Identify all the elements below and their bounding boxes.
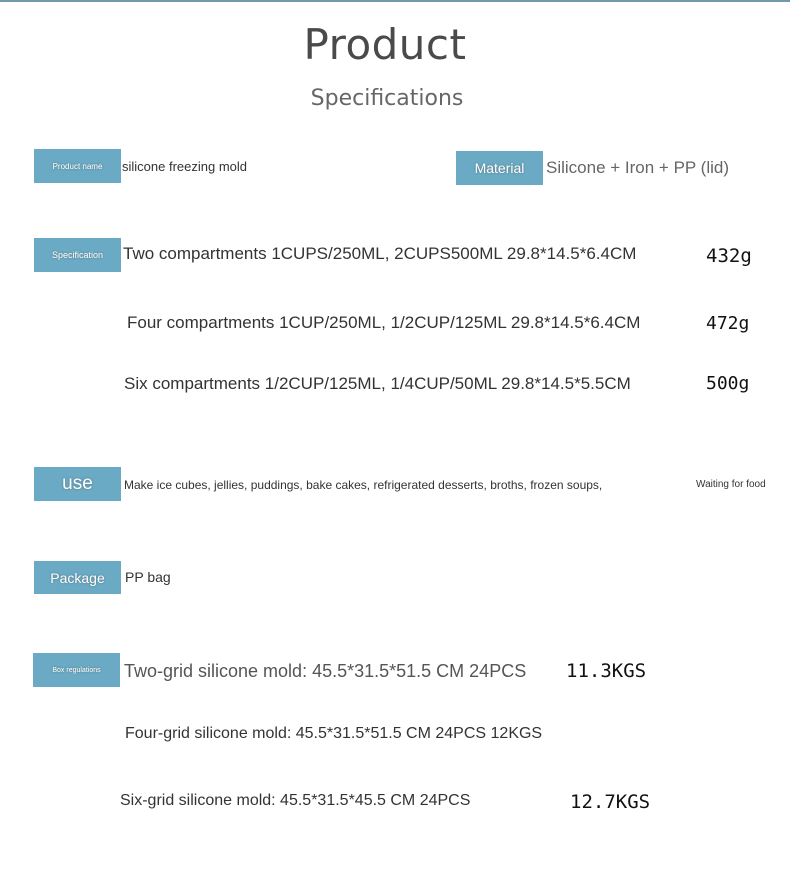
- box-regulations-badge: Box regulations: [33, 653, 120, 687]
- page-title: Product: [303, 20, 467, 69]
- spec-row-3-weight: 500g: [706, 373, 750, 394]
- box-row-1-text: Two-grid silicone mold: 45.5*31.5*51.5 CM 24PCS: [124, 661, 527, 681]
- box-row-2-text: Four-grid silicone mold: 45.5*31.5*51.5 CM 24PCS 12KGS: [125, 725, 543, 742]
- spec-row-2-weight: 472g: [706, 313, 750, 334]
- box-row-3-weight: 12.7KGS: [570, 791, 651, 813]
- package-value: PP bag: [125, 569, 171, 585]
- spec-row-1-weight: 432g: [706, 245, 752, 267]
- specification-badge: Specification: [34, 238, 121, 272]
- top-divider: [0, 0, 790, 2]
- spec-row-1-text: Two compartments 1CUPS/250ML, 2CUPS500ML 29.8*14.5*6.4CM: [123, 244, 637, 263]
- spec-row-3-text: Six compartments 1/2CUP/125ML, 1/4CUP/50ML 29.8*14.5*5.5CM: [124, 374, 631, 393]
- package-badge: Package: [34, 561, 121, 594]
- spec-row-2-text: Four compartments 1CUP/250ML, 1/2CUP/125ML 29.8*14.5*6.4CM: [127, 313, 641, 332]
- material-value: Silicone + Iron + PP (lid): [546, 158, 729, 177]
- use-extra: Waiting for food: [696, 479, 766, 490]
- use-badge: use: [34, 467, 121, 501]
- box-row-1-weight: 11.3KGS: [566, 660, 647, 682]
- box-row-3-text: Six-grid silicone mold: 45.5*31.5*45.5 CM 24PCS: [120, 792, 471, 809]
- product-name-value: silicone freezing mold: [122, 159, 248, 174]
- page-subtitle: Specifications: [310, 86, 464, 111]
- product-name-badge: Product name: [34, 149, 121, 183]
- material-badge: Material: [456, 151, 543, 185]
- use-value: Make ice cubes, jellies, puddings, bake cakes, refrigerated desserts, broths, frozen soups,: [124, 478, 603, 492]
